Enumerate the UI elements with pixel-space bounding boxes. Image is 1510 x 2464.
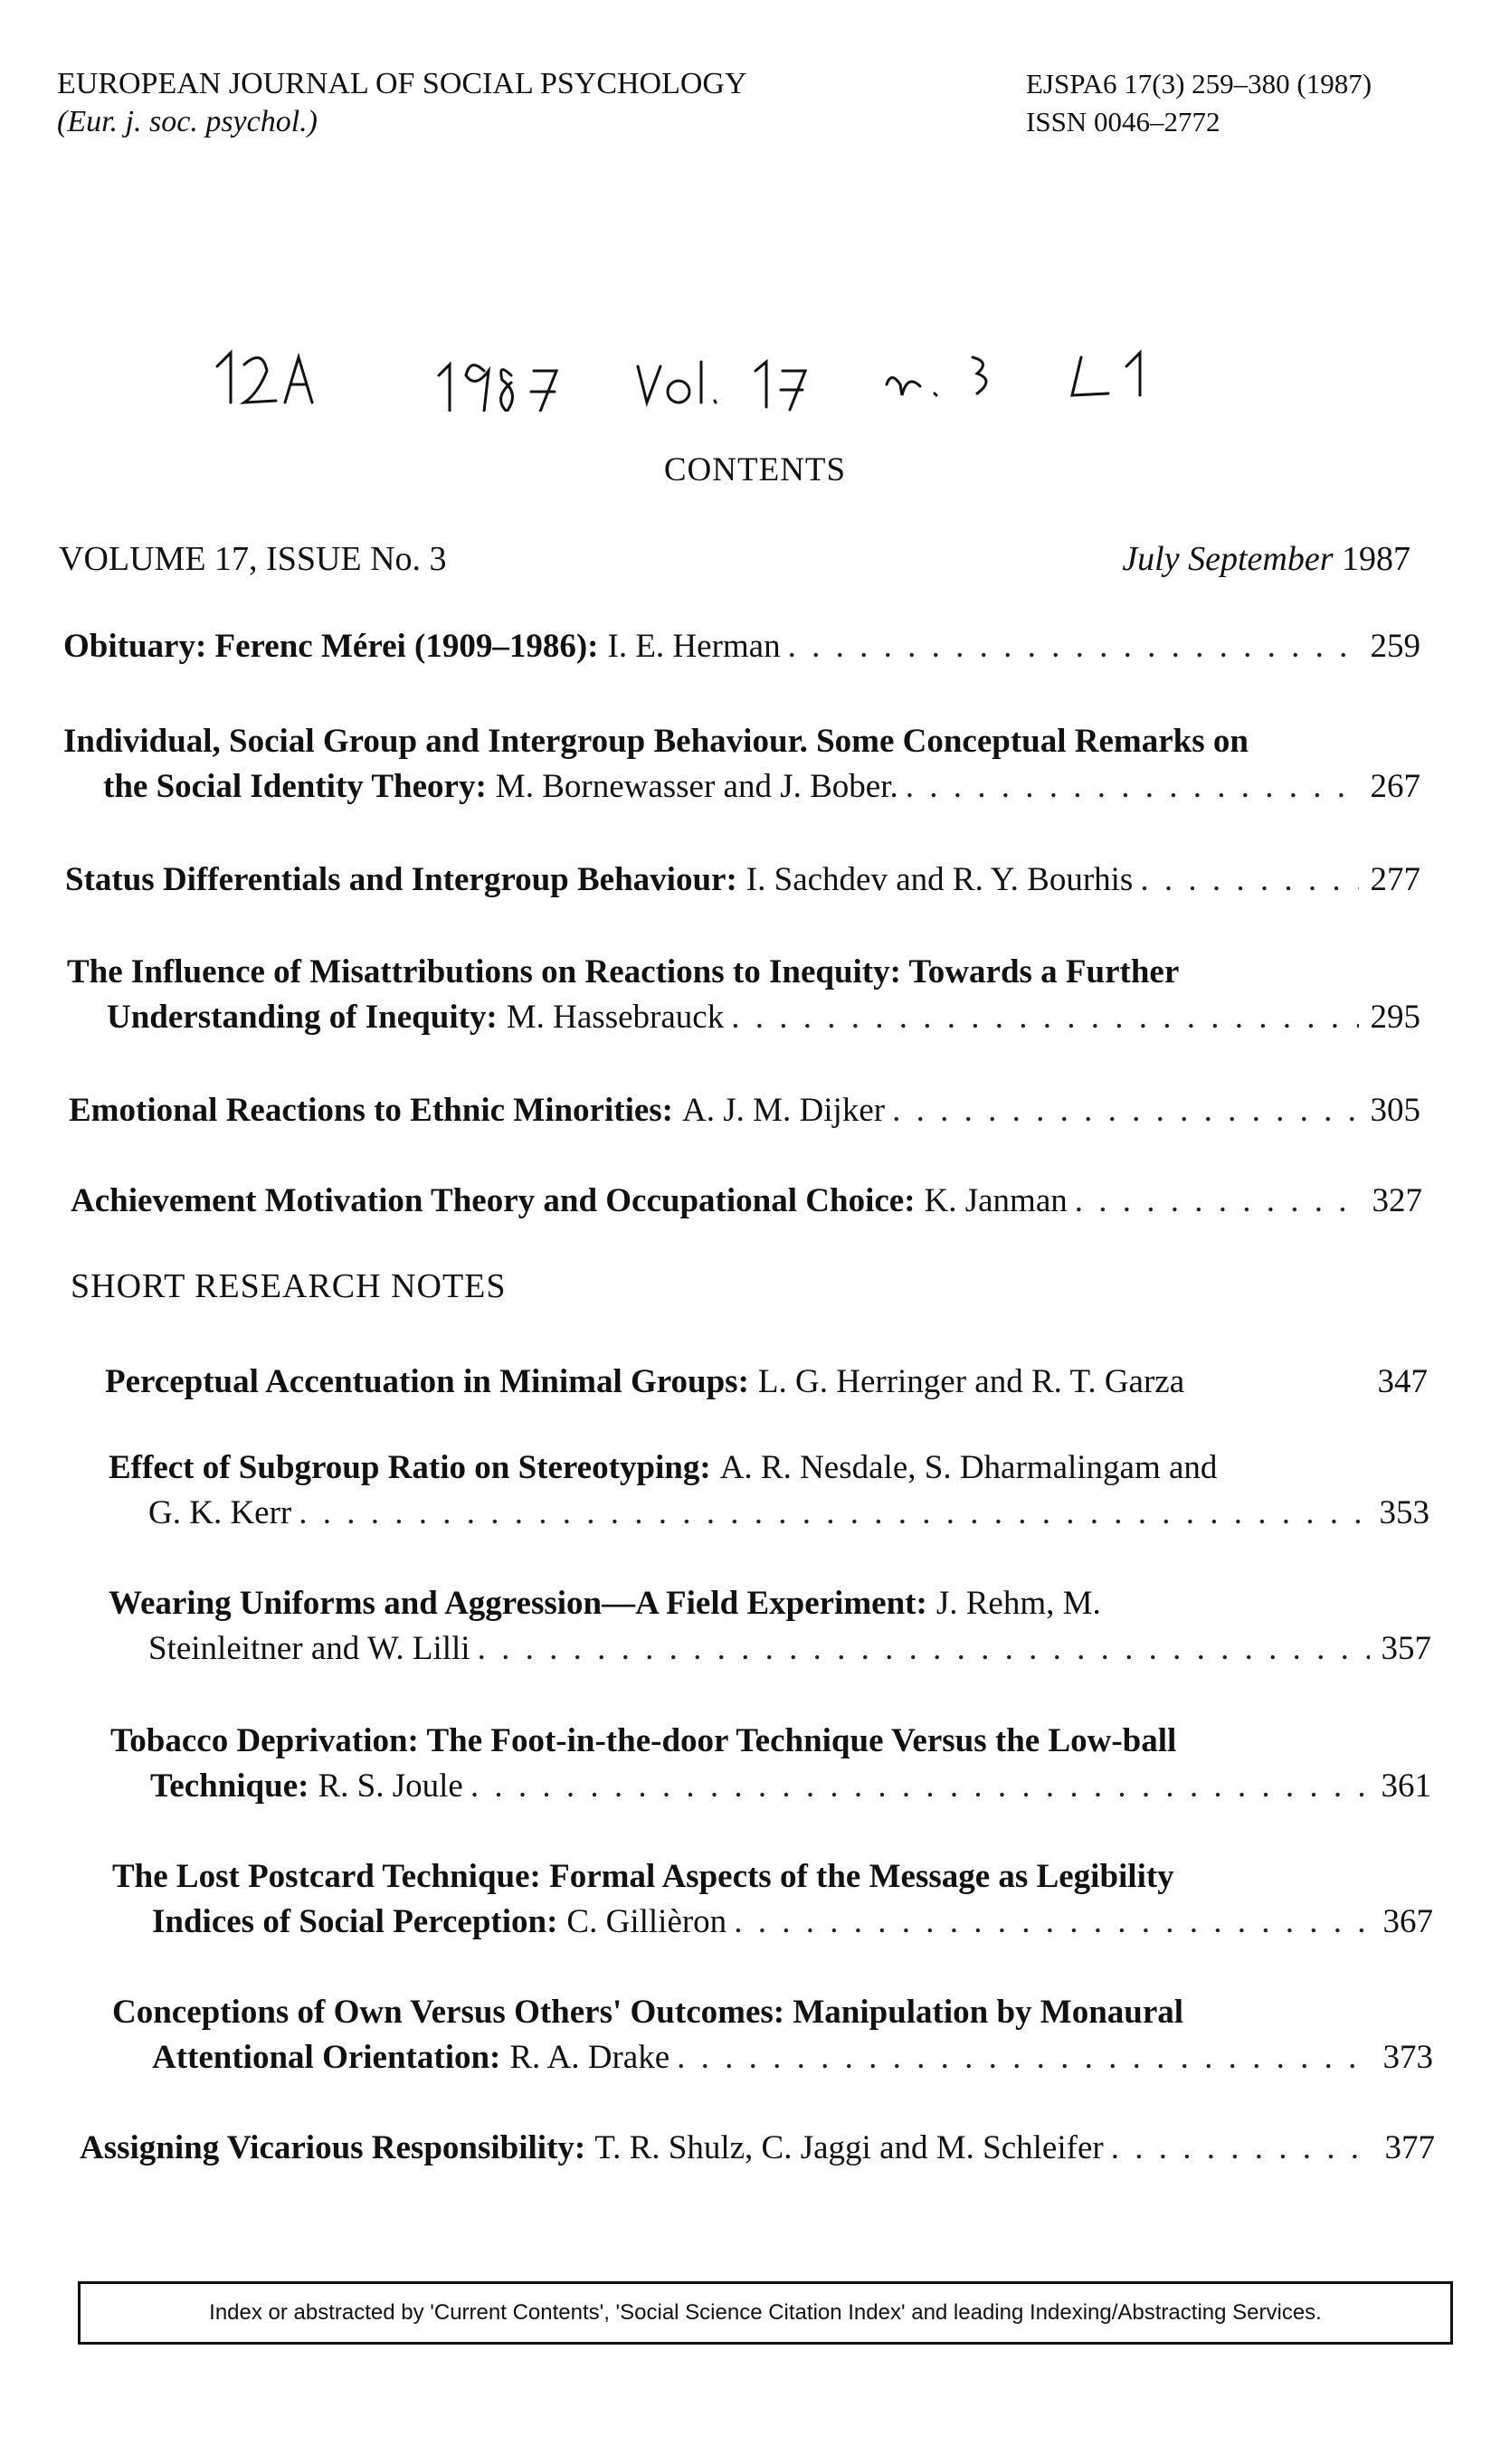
entry-page: 367 xyxy=(1382,1903,1433,1940)
entry-title: Tobacco Deprivation: The Foot-in-the-door Technique Versus the Low-ball xyxy=(110,1722,1177,1759)
journal-name: EUROPEAN JOURNAL OF SOCIAL PSYCHOLOGY xyxy=(57,67,747,100)
entry-page: 353 xyxy=(1379,1494,1429,1531)
issue-date xyxy=(1122,539,1410,579)
issue-year: 1987 xyxy=(1342,540,1410,578)
entry-page: 361 xyxy=(1381,1767,1431,1805)
dot-leader xyxy=(734,1900,1372,1945)
toc-entry[interactable] xyxy=(112,1854,1433,1945)
entry-page: 277 xyxy=(1370,861,1420,898)
toc-entry[interactable] xyxy=(71,1179,1422,1224)
entry-authors: K. Janman xyxy=(924,1182,1068,1219)
entry-page: 377 xyxy=(1384,2129,1435,2166)
journal-code: EJSPA6 17(3) 259–380 (1987) xyxy=(1026,68,1372,100)
dot-leader xyxy=(677,2035,1372,2080)
dot-leader xyxy=(1140,858,1359,903)
entry-title: Emotional Reactions to Ethnic Minorities: xyxy=(69,1092,674,1129)
entry-title: Wearing Uniforms and Aggression—A Field Experiment: xyxy=(109,1585,927,1622)
dot-leader xyxy=(892,1088,1359,1133)
entry-authors: M. Bornewasser and J. Bober. xyxy=(495,768,898,805)
entry-authors: A. R. Nesdale, S. Dharmalingam and xyxy=(719,1449,1218,1486)
toc-entry[interactable] xyxy=(109,1445,1429,1536)
entry-authors: J. Rehm, M. xyxy=(935,1585,1101,1622)
entry-title: Effect of Subgroup Ratio on Stereotyping: xyxy=(109,1449,711,1486)
entry-authors: M. Hassebrauck xyxy=(506,999,725,1036)
entry-title: Perceptual Accentuation in Minimal Groups: xyxy=(105,1363,749,1400)
toc-entry[interactable] xyxy=(63,719,1420,810)
volume-label: VOLUME 17, ISSUE No. 3 xyxy=(59,540,447,578)
contents-heading: CONTENTS xyxy=(663,451,847,488)
dot-leader xyxy=(1075,1179,1361,1224)
toc-entry[interactable] xyxy=(80,2126,1435,2171)
journal-abbrev: (Eur. j. soc. psychol.) xyxy=(57,105,318,138)
entry-page: 347 xyxy=(1377,1363,1428,1400)
indexing-notice: Index or abstracted by 'Current Contents', 'Social Science Citation Index' and leading Indexing/Abstracting Services. xyxy=(78,2281,1453,2345)
entry-authors: I. E. Herman xyxy=(607,628,781,665)
entry-page: 305 xyxy=(1370,1092,1420,1129)
dot-leader xyxy=(731,995,1359,1040)
entry-title: Conceptions of Own Versus Others' Outcomes: Manipulation by Monaural xyxy=(112,1994,1184,2031)
entry-page: 327 xyxy=(1372,1182,1422,1219)
entry-title-cont: Understanding of Inequity: xyxy=(107,999,498,1036)
journal-codes xyxy=(1026,65,1372,141)
toc-entry[interactable] xyxy=(63,624,1420,669)
toc-entry[interactable] xyxy=(110,1719,1431,1809)
issue-months: July September xyxy=(1122,540,1334,578)
entry-page: 267 xyxy=(1370,768,1420,805)
entry-title-cont: Technique: xyxy=(150,1767,309,1805)
short-notes-heading: SHORT RESEARCH NOTES xyxy=(71,1267,507,1305)
entry-title: Achievement Motivation Theory and Occupational Choice: xyxy=(71,1182,916,1219)
entry-title-cont: the Social Identity Theory: xyxy=(103,768,487,805)
entry-authors: R. A. Drake xyxy=(509,2039,670,2076)
toc-entry[interactable] xyxy=(112,1990,1433,2080)
dot-leader xyxy=(1111,2126,1373,2171)
entry-title: The Lost Postcard Technique: Formal Aspects of the Message as Legibility xyxy=(112,1858,1174,1895)
entry-title: The Influence of Misattributions on Reactions to Inequity: Towards a Further xyxy=(67,953,1180,990)
entry-page: 373 xyxy=(1382,2039,1433,2076)
toc-entry[interactable] xyxy=(109,1581,1431,1672)
journal-header xyxy=(57,65,747,141)
dot-leader xyxy=(906,764,1359,810)
toc-entry[interactable] xyxy=(105,1360,1428,1405)
dot-leader xyxy=(299,1491,1368,1536)
entry-title: Obituary: Ferenc Mérei (1909–1986): xyxy=(63,628,599,665)
dot-leader xyxy=(788,624,1359,669)
entry-page: 295 xyxy=(1370,999,1420,1036)
toc-entry[interactable] xyxy=(69,1088,1420,1133)
handwritten-note xyxy=(213,330,1325,412)
entry-authors: T. R. Shulz, C. Jaggi and M. Schleifer xyxy=(594,2129,1104,2166)
toc-entry[interactable] xyxy=(65,858,1420,903)
entry-title-cont: Attentional Orientation: xyxy=(152,2039,501,2076)
dot-leader xyxy=(478,1626,1370,1672)
entry-authors: L. G. Herringer and R. T. Garza xyxy=(757,1363,1185,1400)
entry-title: Status Differentials and Intergroup Behaviour: xyxy=(65,861,737,898)
entry-authors: R. S. Joule xyxy=(318,1767,463,1805)
entry-title-cont: Indices of Social Perception: xyxy=(152,1903,558,1940)
dot-leader xyxy=(470,1764,1370,1809)
entry-page: 259 xyxy=(1370,628,1420,665)
issn: ISSN 0046–2772 xyxy=(1026,106,1220,137)
entry-authors: C. Gillièron xyxy=(566,1903,727,1940)
toc-entry[interactable] xyxy=(67,950,1420,1040)
entry-authors: A. J. M. Dijker xyxy=(682,1092,886,1129)
entry-title: Individual, Social Group and Intergroup Behaviour. Some Conceptual Remarks on xyxy=(63,723,1249,760)
entry-authors: I. Sachdev and R. Y. Bourhis xyxy=(746,861,1134,898)
entry-authors-cont: Steinleitner and W. Lilli xyxy=(148,1630,470,1667)
entry-authors-cont: G. K. Kerr xyxy=(148,1494,292,1531)
entry-title: Assigning Vicarious Responsibility: xyxy=(80,2129,586,2166)
entry-page: 357 xyxy=(1381,1630,1431,1667)
